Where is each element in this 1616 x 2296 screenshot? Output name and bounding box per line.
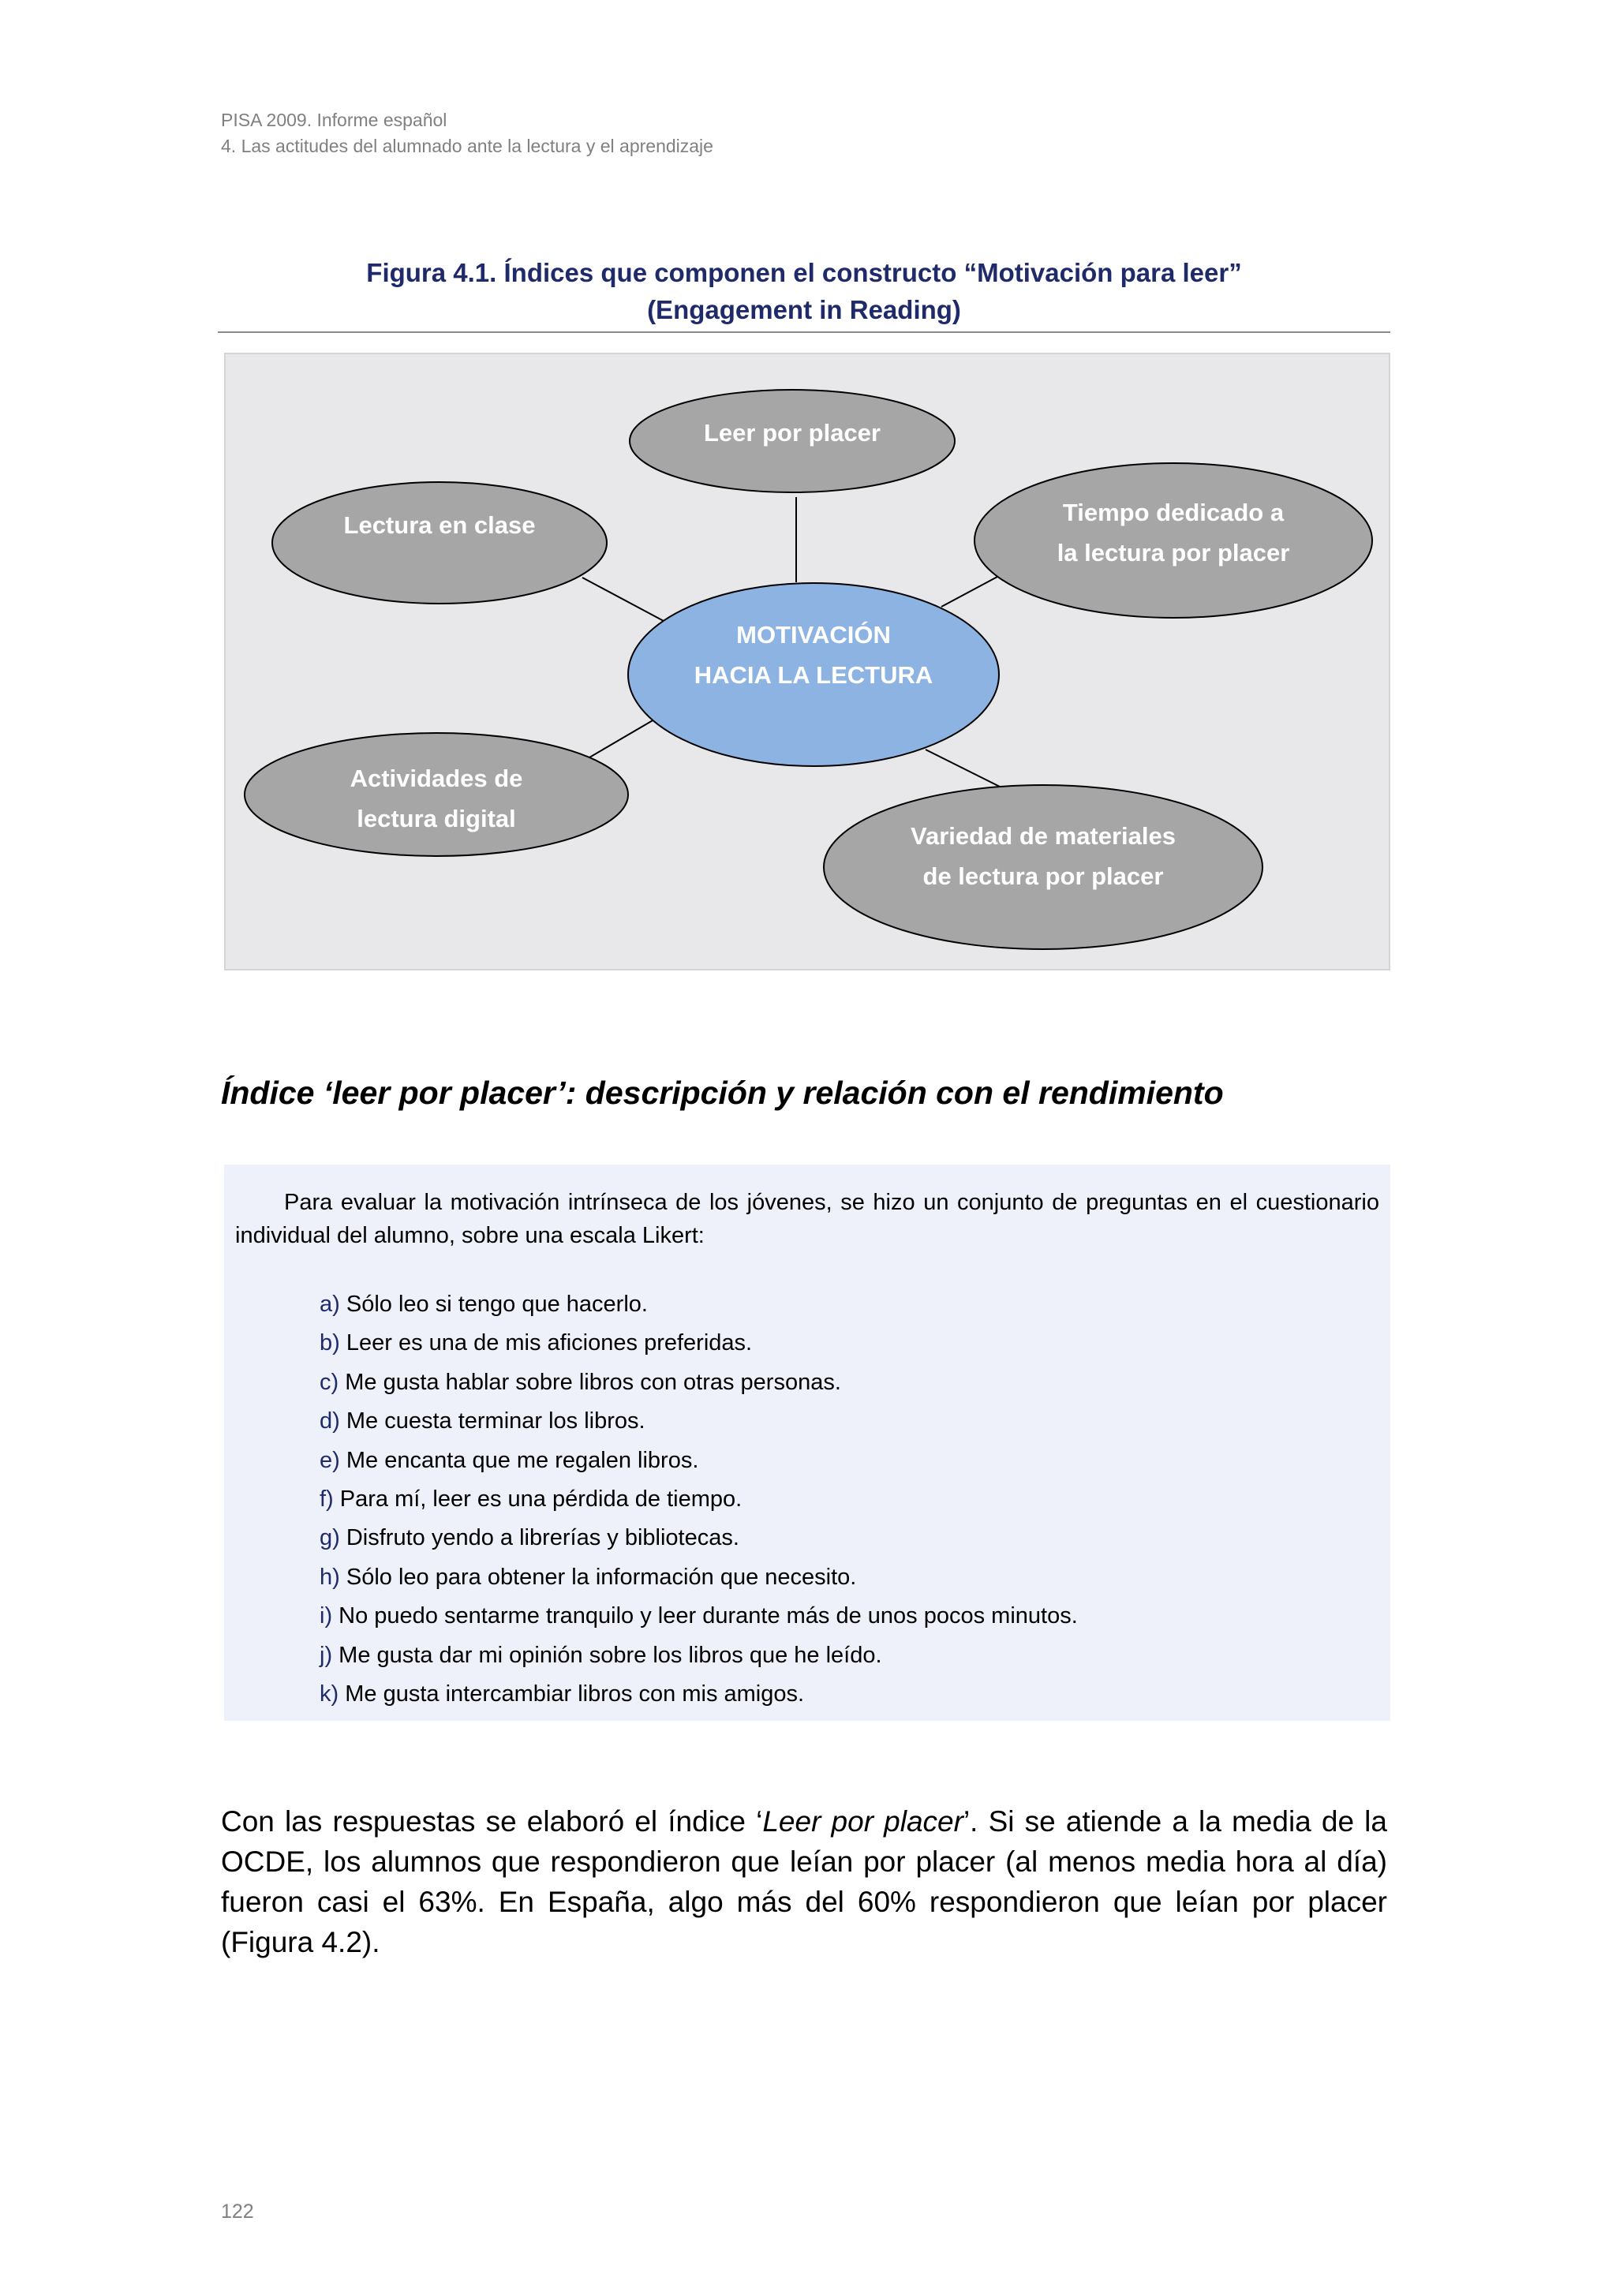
node-motivacion-hacia-la-lectura bbox=[628, 583, 999, 766]
header-line-2: 4. Las actitudes del alumnado ante la lectura y el aprendizaje bbox=[221, 136, 713, 156]
item-letter: g) bbox=[320, 1525, 340, 1551]
node-center-line-2: HACIA LA LECTURA bbox=[694, 661, 933, 689]
item-letter: d) bbox=[320, 1408, 340, 1434]
list-item bbox=[320, 1558, 1379, 1597]
figure-title bbox=[218, 254, 1390, 328]
motivation-diagram bbox=[224, 353, 1390, 970]
item-letter: a) bbox=[320, 1292, 340, 1317]
item-text: Me gusta hablar sobre libros con otras personas. bbox=[345, 1369, 841, 1395]
box-intro: Para evaluar la motivación intrínseca de los jóvenes, se hizo un conjunto de preguntas en el cuestionario individual del alumno, sobre una escala Likert: bbox=[235, 1190, 1379, 1248]
list-item bbox=[320, 1363, 1379, 1402]
node-leer-por-placer bbox=[630, 390, 955, 492]
item-letter: i) bbox=[320, 1603, 333, 1629]
connector-actividades-digital bbox=[589, 720, 654, 757]
node-tiempo-dedicado-line-1: Tiempo dedicado a bbox=[1062, 499, 1285, 526]
node-center-line-1: MOTIVACIÓN bbox=[736, 621, 891, 649]
item-letter: f) bbox=[320, 1486, 334, 1513]
figure-title-line-1: Figura 4.1. Índices que componen el constructo “Motivación para leer” bbox=[366, 258, 1242, 287]
node-variedad-line-2: de lectura por placer bbox=[922, 862, 1164, 890]
item-text: No puedo sentarme tranquilo y leer durante más de unos pocos minutos. bbox=[339, 1603, 1078, 1629]
figure-title-rule bbox=[218, 331, 1390, 333]
item-text: Me cuesta terminar los libros. bbox=[346, 1408, 645, 1434]
list-item bbox=[320, 1636, 1379, 1675]
item-letter: h) bbox=[320, 1564, 340, 1590]
list-item bbox=[320, 1442, 1379, 1480]
item-text: Para mí, leer es una pérdida de tiempo. bbox=[339, 1486, 743, 1513]
list-item bbox=[320, 1519, 1379, 1557]
connector-tiempo-dedicado bbox=[941, 577, 997, 607]
body-paragraph bbox=[221, 1801, 1387, 1962]
list-item bbox=[320, 1480, 1379, 1519]
running-header bbox=[221, 107, 713, 159]
list-item bbox=[320, 1324, 1379, 1363]
likert-items-list bbox=[235, 1285, 1379, 1714]
node-lectura-en-clase bbox=[272, 482, 607, 604]
item-text: Disfruto yendo a librerías y bibliotecas. bbox=[346, 1525, 739, 1551]
paragraph-part-2: ’. Si se atiende a la media de la OCDE, los alumnos que respondieron que leían por placer (al menos media hora al día) fueron casi el 63%. En España, algo más del 60% respondieron que leían por placer (Figura 4.2). bbox=[221, 1805, 1387, 1958]
connector-variedad-materiales bbox=[926, 750, 1003, 788]
node-actividades-line-1: Actividades de bbox=[350, 765, 523, 792]
figure-title-line-2: (Engagement in Reading) bbox=[647, 295, 961, 324]
list-item bbox=[320, 1597, 1379, 1636]
node-tiempo-dedicado bbox=[974, 463, 1372, 618]
section-title: Índice ‘leer por placer’: descripción y relación con el rendimiento bbox=[221, 1075, 1224, 1111]
likert-question-box bbox=[224, 1165, 1390, 1721]
list-item bbox=[320, 1285, 1379, 1324]
header-line-1: PISA 2009. Informe español bbox=[221, 110, 447, 130]
page-number: 122 bbox=[221, 2201, 254, 2223]
item-text: Me gusta intercambiar libros con mis amigos. bbox=[345, 1681, 805, 1707]
item-text: Me gusta dar mi opinión sobre los libros que he leído. bbox=[339, 1642, 882, 1668]
node-lectura-en-clase-label: Lectura en clase bbox=[343, 511, 536, 539]
paragraph-part-1: Con las respuestas se elaboró el índice ‘ bbox=[221, 1805, 763, 1838]
item-letter: e) bbox=[320, 1447, 340, 1473]
connector-lectura-en-clase bbox=[582, 578, 664, 621]
item-text: Me encanta que me regalen libros. bbox=[346, 1447, 699, 1473]
list-item bbox=[320, 1402, 1379, 1441]
diagram-canvas bbox=[226, 354, 1392, 972]
node-leer-por-placer-label: Leer por placer bbox=[704, 419, 881, 447]
node-tiempo-dedicado-line-2: la lectura por placer bbox=[1057, 539, 1290, 567]
item-text: Sólo leo para obtener la información que necesito. bbox=[346, 1564, 857, 1590]
node-variedad-materiales bbox=[824, 785, 1262, 949]
item-letter: k) bbox=[320, 1681, 339, 1707]
item-letter: b) bbox=[320, 1330, 340, 1356]
item-letter: c) bbox=[320, 1369, 339, 1395]
item-letter: j) bbox=[320, 1642, 333, 1668]
node-variedad-line-1: Variedad de materiales bbox=[910, 822, 1176, 850]
paragraph-italic-index-name: Leer por placer bbox=[762, 1805, 963, 1838]
item-text: Sólo leo si tengo que hacerlo. bbox=[346, 1292, 648, 1317]
item-text: Leer es una de mis aficiones preferidas. bbox=[346, 1330, 753, 1356]
node-actividades-lectura-digital bbox=[245, 733, 628, 856]
list-item bbox=[320, 1675, 1379, 1714]
node-actividades-line-2: lectura digital bbox=[357, 805, 516, 832]
